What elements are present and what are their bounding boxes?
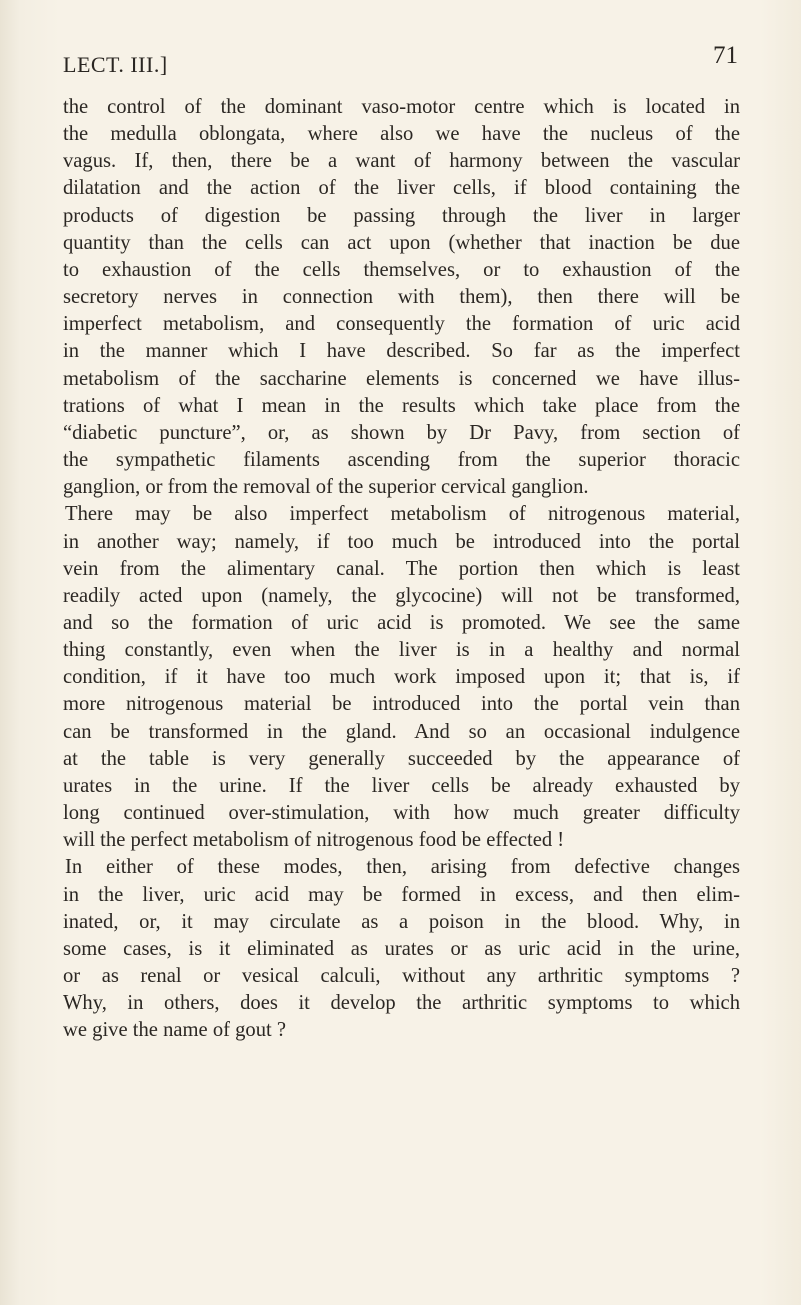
text-line: thing constantly, even when the liver is in a healthy and normal <box>63 639 740 662</box>
text-line: the medulla oblongata, where also we have the nucleus of the <box>63 123 740 146</box>
text-line: metabolism of the saccharine elements is concerned we have illus- <box>63 367 740 390</box>
text-line: we give the name of gout ? <box>63 1019 287 1042</box>
text-line: dilatation and the action of the liver cells, if blood containing the <box>63 177 740 200</box>
body-text <box>63 94 740 1044</box>
text-line: imperfect metabolism, and consequently the formation of uric acid <box>63 313 740 336</box>
text-line: the control of the dominant vaso-motor centre which is located in <box>63 96 740 118</box>
text-line: products of digestion be passing through the liver in larger <box>63 204 740 227</box>
text-line: the sympathetic filaments ascending from the superior thoracic <box>63 449 740 472</box>
text-line: There may be also imperfect metabolism of nitrogenous material, <box>65 503 740 526</box>
text-line: “diabetic puncture”, or, as shown by Dr Pavy, from section of <box>63 421 740 444</box>
text-line: to exhaustion of the cells themselves, or to exhaustion of the <box>63 258 740 281</box>
text-line: urates in the urine. If the liver cells be already exhausted by <box>63 774 740 797</box>
text-line: and so the formation of uric acid is promoted. We see the same <box>63 611 740 634</box>
lecture-heading: LECT. III.] <box>63 52 168 77</box>
text-line: long continued over-stimulation, with how much greater difficulty <box>63 802 740 825</box>
paragraph <box>63 94 740 501</box>
text-line: In either of these modes, then, arising from defective changes <box>65 856 740 879</box>
text-line: will the perfect metabolism of nitrogenous food be effected ! <box>63 829 565 852</box>
text-line: secretory nerves in connection with them), then there will be <box>63 286 740 309</box>
page-number: 71 <box>713 42 738 69</box>
text-line: vagus. If, then, there be a want of harmony between the vascular <box>63 150 740 173</box>
text-line: more nitrogenous material be introduced into the portal vein than <box>63 693 740 716</box>
text-line: some cases, is it eliminated as urates or as uric acid in the urine, <box>63 937 740 960</box>
text-line: at the table is very generally succeeded by the appearance of <box>63 747 740 770</box>
text-line: in the liver, uric acid may be formed in excess, and then elim- <box>63 883 740 906</box>
paragraph <box>63 854 740 1044</box>
text-line: vein from the alimentary canal. The portion then which is least <box>63 557 740 580</box>
text-line: in the manner which I have described. So far as the imperfect <box>63 340 740 363</box>
text-line: Why, in others, does it develop the arthritic symptoms to which <box>63 992 740 1015</box>
text-line: quantity than the cells can act upon (whether that inaction be due <box>63 231 740 254</box>
running-head <box>63 42 738 86</box>
text-line: trations of what I mean in the results which take place from the <box>63 394 740 417</box>
text-line: or as renal or vesical calculi, without any arthritic symptoms ? <box>63 965 740 987</box>
text-line: condition, if it have too much work imposed upon it; that is, if <box>63 666 740 689</box>
text-line: ganglion, or from the removal of the superior cervical ganglion. <box>63 476 589 499</box>
text-line: in another way; namely, if too much be introduced into the portal <box>63 530 740 553</box>
text-line: readily acted upon (namely, the glycocine) will not be transformed, <box>63 584 740 607</box>
text-line: inated, or, it may circulate as a poison in the blood. Why, in <box>63 910 740 933</box>
text-line: can be transformed in the gland. And so an occasional indulgence <box>63 720 740 743</box>
paragraph <box>63 501 740 854</box>
